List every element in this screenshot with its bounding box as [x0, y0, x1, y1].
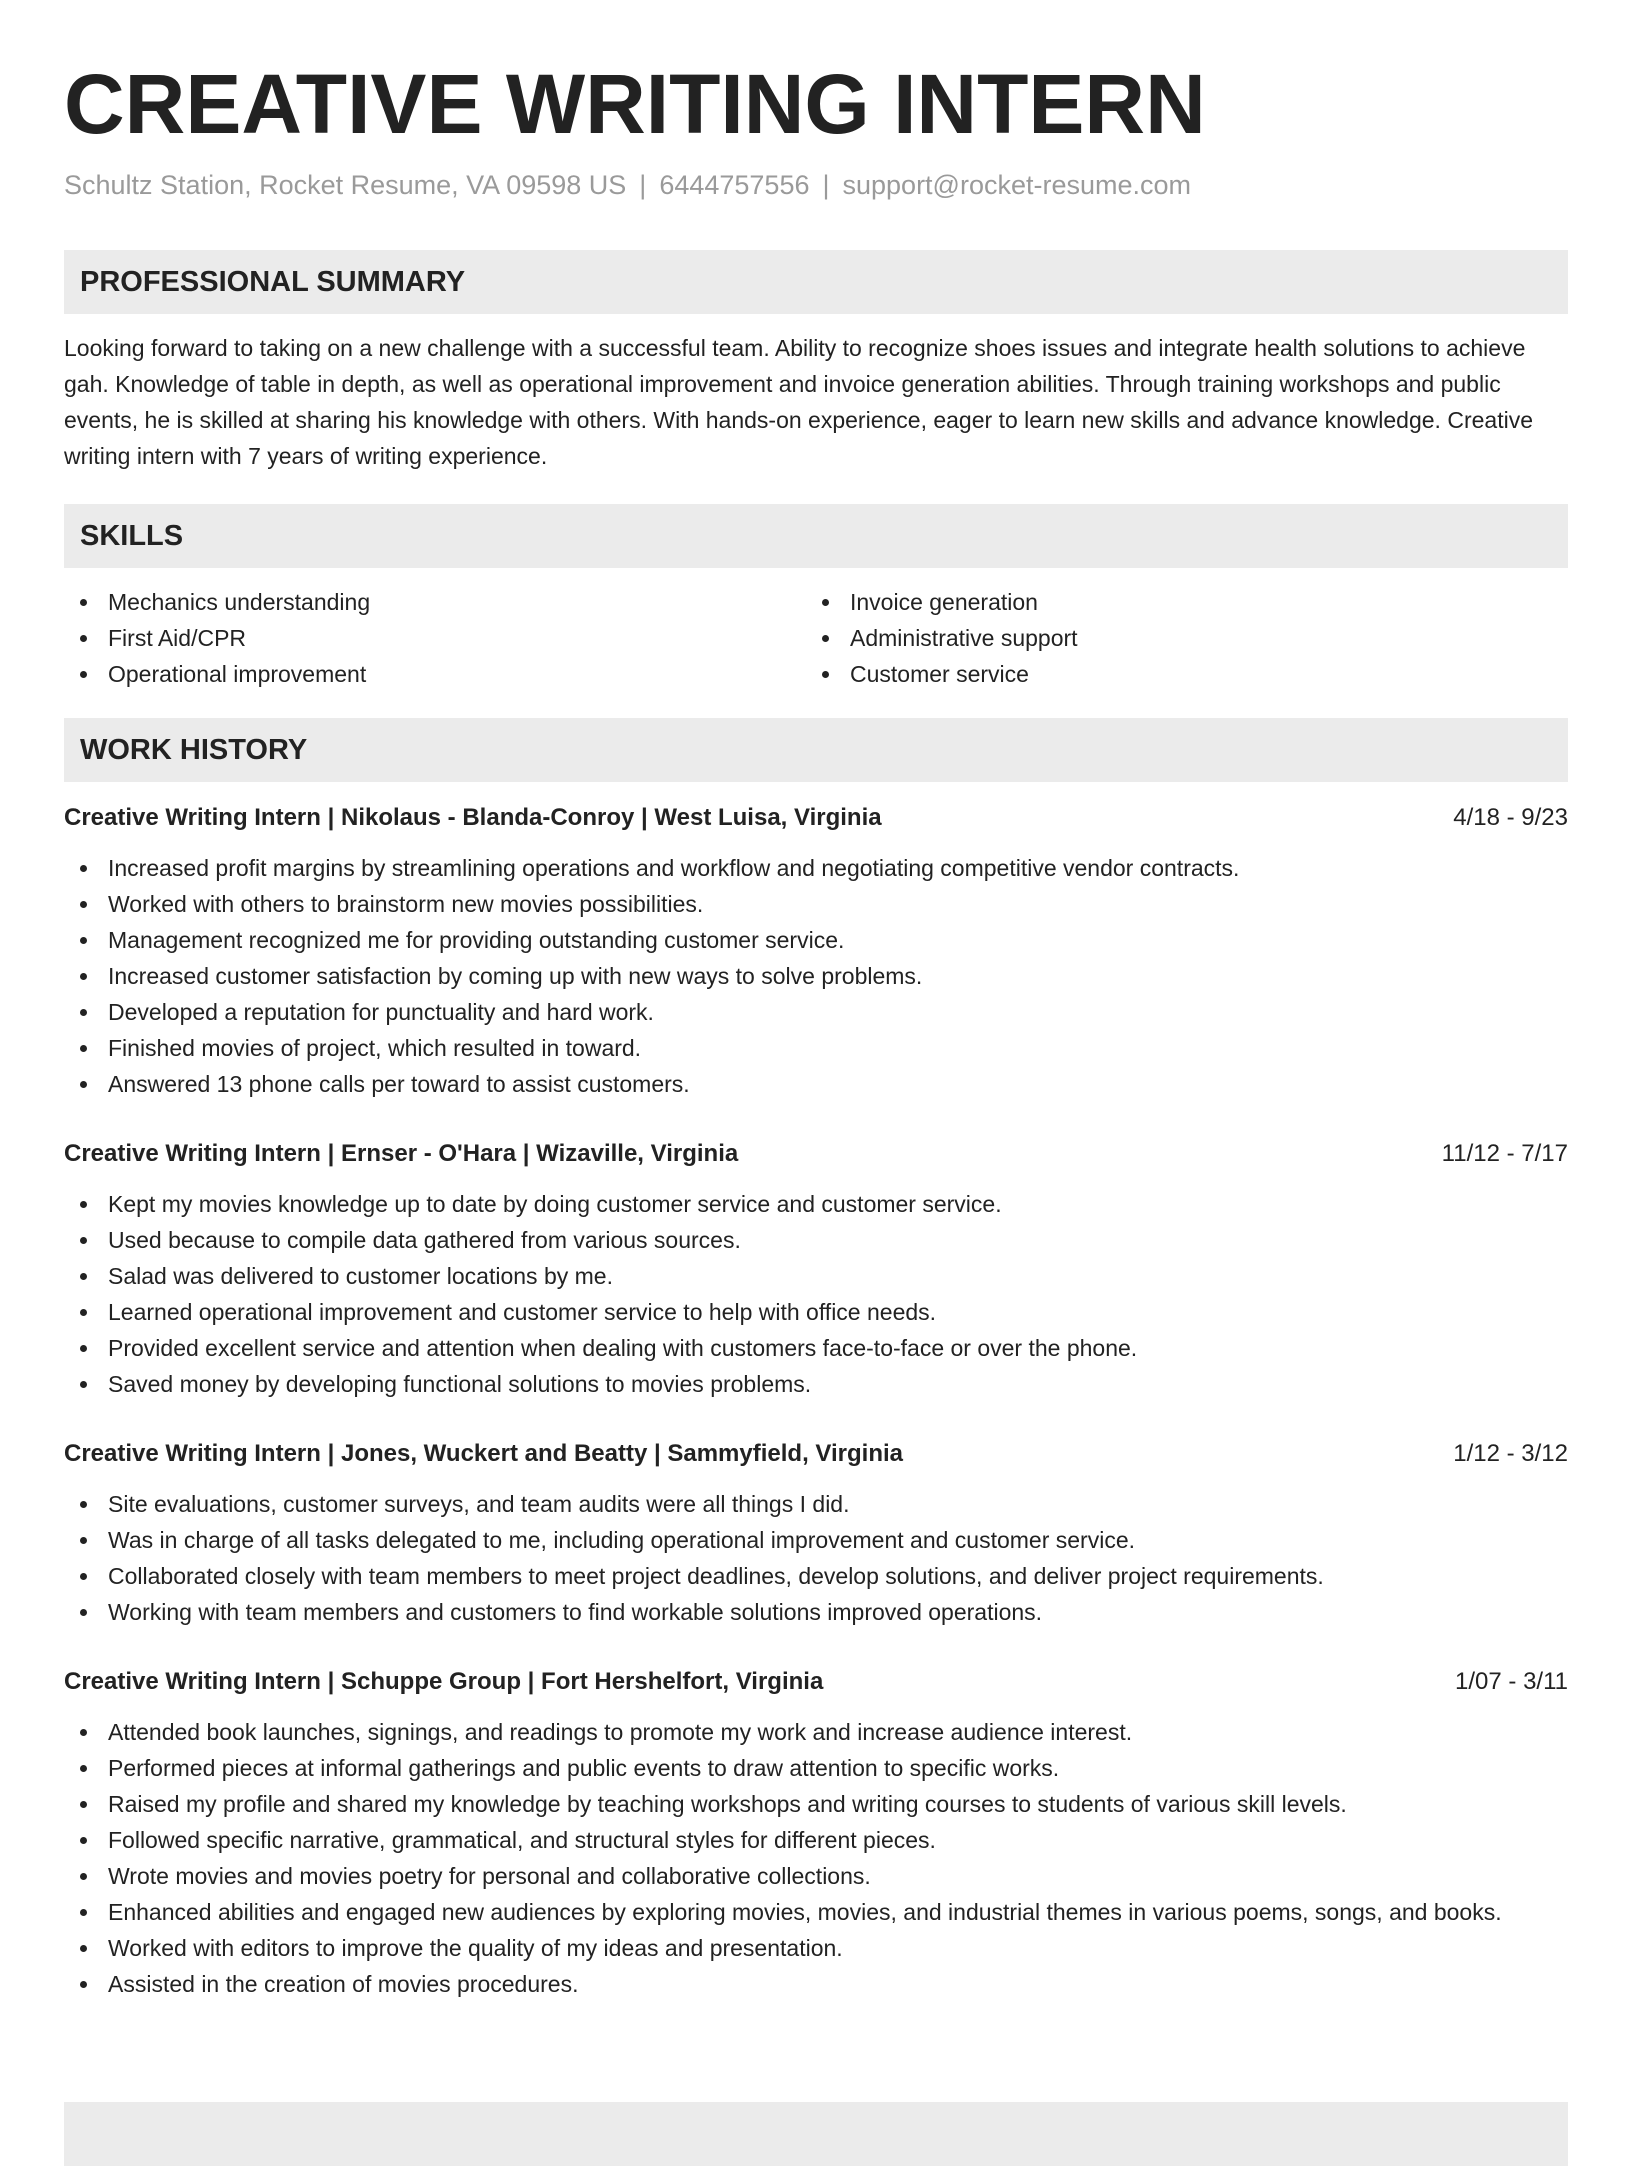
skills-list [64, 584, 1568, 692]
job-title: Creative Writing Intern | Jones, Wuckert and Beatty | Sammyfield, Virginia [64, 1440, 903, 1467]
job-bullets [64, 1486, 1568, 1630]
bullet-text: Kept my movies knowledge up to date by doing customer service and customer service. [108, 1191, 1002, 1217]
job-bullet [64, 1258, 1568, 1294]
bullet-dot-icon [80, 1381, 87, 1388]
job-bullet [64, 1486, 1568, 1522]
bullet-dot-icon [80, 1345, 87, 1352]
summary-heading: PROFESSIONAL SUMMARY [64, 250, 1568, 314]
contact-address: Schultz Station, Rocket Resume, VA 09598 US [64, 170, 627, 200]
bullet-text: Answered 13 phone calls per toward to assist customers. [108, 1071, 690, 1097]
job-entry [64, 800, 1568, 1102]
bullet-text: Salad was delivered to customer locations by me. [108, 1263, 613, 1289]
job-bullets [64, 1186, 1568, 1402]
job-bullet [64, 1222, 1568, 1258]
job-bullets [64, 1714, 1568, 2002]
resume-name: CREATIVE WRITING INTERN [64, 57, 1206, 151]
bullet-dot-icon [80, 1765, 87, 1772]
job-bullet [64, 1786, 1568, 1822]
skill-label: First Aid/CPR [108, 625, 247, 651]
job-header [64, 800, 1568, 836]
work-history-heading: WORK HISTORY [64, 718, 1568, 782]
contact-phone: 6444757556 [659, 170, 810, 200]
skill-item [64, 656, 806, 692]
skills-column-right [806, 584, 1568, 692]
job-header [64, 1136, 1568, 1172]
bullet-text: Was in charge of all tasks delegated to me, including operational improvement and customer service. [108, 1527, 1136, 1553]
job-bullet [64, 1858, 1568, 1894]
contact-separator: | [822, 170, 830, 200]
job-bullet [64, 1066, 1568, 1102]
skills-heading: SKILLS [64, 504, 1568, 568]
skill-item [64, 584, 806, 620]
bullet-dot-icon [80, 1837, 87, 1844]
job-bullet [64, 1930, 1568, 1966]
skill-label: Operational improvement [108, 661, 367, 687]
bullet-dot-icon [80, 1729, 87, 1736]
bullet-dot-icon [80, 1573, 87, 1580]
bullet-dot-icon [80, 1873, 87, 1880]
job-bullet [64, 1822, 1568, 1858]
bullet-dot-icon [80, 1801, 87, 1808]
bullet-dot-icon [80, 1501, 87, 1508]
bullet-text: Collaborated closely with team members to meet project deadlines, develop solutions, and deliver project requirements. [108, 1563, 1324, 1589]
bullet-dot-icon [80, 1273, 87, 1280]
bullet-dot-icon [80, 599, 87, 606]
bullet-text: Increased customer satisfaction by coming up with new ways to solve problems. [108, 963, 923, 989]
bullet-dot-icon [80, 901, 87, 908]
bullet-dot-icon [822, 599, 829, 606]
job-dates: 1/07 - 3/11 [1455, 1668, 1568, 1695]
job-entry [64, 1664, 1568, 2002]
job-bullet [64, 850, 1568, 886]
bullet-dot-icon [80, 1537, 87, 1544]
skill-item [806, 620, 1568, 656]
bullet-text: Saved money by developing functional solutions to movies problems. [108, 1371, 812, 1397]
bullet-text: Worked with others to brainstorm new movies possibilities. [108, 891, 704, 917]
bullet-text: Management recognized me for providing outstanding customer service. [108, 927, 845, 953]
bullet-text: Wrote movies and movies poetry for personal and collaborative collections. [108, 1863, 871, 1889]
bullet-dot-icon [80, 1009, 87, 1016]
job-bullet [64, 1966, 1568, 2002]
job-bullet [64, 1894, 1568, 1930]
bullet-text: Working with team members and customers to find workable solutions improved operations. [108, 1599, 1043, 1625]
bullet-text: Assisted in the creation of movies procedures. [108, 1971, 579, 1997]
job-dates: 4/18 - 9/23 [1453, 804, 1568, 831]
bullet-text: Raised my profile and shared my knowledge by teaching workshops and writing courses to students of various skill levels. [108, 1791, 1347, 1817]
bullet-dot-icon [80, 1309, 87, 1316]
bullet-dot-icon [80, 865, 87, 872]
skill-label: Administrative support [850, 625, 1078, 651]
bullet-dot-icon [80, 1201, 87, 1208]
job-title: Creative Writing Intern | Ernser - O'Hara | Wizaville, Virginia [64, 1140, 739, 1167]
job-bullet [64, 994, 1568, 1030]
bullet-text: Worked with editors to improve the quality of my ideas and presentation. [108, 1935, 843, 1961]
bullet-text: Site evaluations, customer surveys, and team audits were all things I did. [108, 1491, 850, 1517]
job-entry [64, 1136, 1568, 1402]
bullet-dot-icon [80, 937, 87, 944]
job-dates: 11/12 - 7/17 [1441, 1140, 1568, 1167]
job-dates: 1/12 - 3/12 [1453, 1440, 1568, 1467]
bullet-text: Finished movies of project, which resulted in toward. [108, 1035, 642, 1061]
bullet-dot-icon [80, 1909, 87, 1916]
job-entry [64, 1436, 1568, 1630]
job-bullet [64, 1750, 1568, 1786]
job-bullets [64, 850, 1568, 1102]
bullet-dot-icon [80, 1081, 87, 1088]
bullet-dot-icon [80, 1945, 87, 1952]
skill-label: Invoice generation [850, 589, 1038, 615]
job-header [64, 1664, 1568, 1700]
summary-text: Looking forward to taking on a new challenge with a successful team. Ability to recognize shoes issues and integrate health solutions to achieve gah. Knowledge of table in depth, as well as operational improvement and invoice generation abilities. Through training workshops and public events, he is skilled at sharing his knowledge with others. With hands-on experience, eager to learn new skills and advance knowledge. Creative writing intern with 7 years of writing experience. [64, 335, 1533, 469]
job-bullet [64, 1186, 1568, 1222]
bullet-text: Attended book launches, signings, and readings to promote my work and increase audience interest. [108, 1719, 1133, 1745]
bullet-dot-icon [822, 635, 829, 642]
job-bullet [64, 1366, 1568, 1402]
contact-line [64, 168, 1568, 202]
job-bullet [64, 1594, 1568, 1630]
job-bullet [64, 958, 1568, 994]
contact-separator: | [639, 170, 647, 200]
skill-item [806, 656, 1568, 692]
bullet-text: Learned operational improvement and customer service to help with office needs. [108, 1299, 937, 1325]
job-bullet [64, 1522, 1568, 1558]
contact-email: support@rocket-resume.com [842, 170, 1192, 200]
bullet-text: Used because to compile data gathered from various sources. [108, 1227, 741, 1253]
job-title: Creative Writing Intern | Schuppe Group | Fort Hershelfort, Virginia [64, 1668, 824, 1695]
bullet-text: Provided excellent service and attention when dealing with customers face-to-face or over the phone. [108, 1335, 1138, 1361]
bullet-dot-icon [80, 1237, 87, 1244]
bullet-dot-icon [80, 1045, 87, 1052]
job-header [64, 1436, 1568, 1472]
bullet-dot-icon [80, 1609, 87, 1616]
skill-item [64, 620, 806, 656]
job-bullet [64, 1714, 1568, 1750]
bullet-text: Followed specific narrative, grammatical, and structural styles for different pieces. [108, 1827, 936, 1853]
job-bullet [64, 1030, 1568, 1066]
bullet-text: Increased profit margins by streamlining operations and workflow and negotiating competitive vendor contracts. [108, 855, 1240, 881]
bullet-dot-icon [822, 671, 829, 678]
skill-label: Mechanics understanding [108, 589, 371, 615]
job-bullet [64, 922, 1568, 958]
job-bullet [64, 1558, 1568, 1594]
bullet-dot-icon [80, 973, 87, 980]
bullet-text: Developed a reputation for punctuality and hard work. [108, 999, 654, 1025]
job-bullet [64, 1294, 1568, 1330]
bullet-text: Performed pieces at informal gatherings and public events to draw attention to specific works. [108, 1755, 1060, 1781]
bullet-dot-icon [80, 1981, 87, 1988]
bullet-dot-icon [80, 671, 87, 678]
job-bullet [64, 886, 1568, 922]
job-bullet [64, 1330, 1568, 1366]
skills-column-left [64, 584, 806, 692]
bullet-dot-icon [80, 635, 87, 642]
job-title: Creative Writing Intern | Nikolaus - Blanda-Conroy | West Luisa, Virginia [64, 804, 882, 831]
bullet-text: Enhanced abilities and engaged new audiences by exploring movies, movies, and industrial themes in various poems, songs, and books. [108, 1899, 1502, 1925]
skill-item [806, 584, 1568, 620]
skill-label: Customer service [850, 661, 1029, 687]
